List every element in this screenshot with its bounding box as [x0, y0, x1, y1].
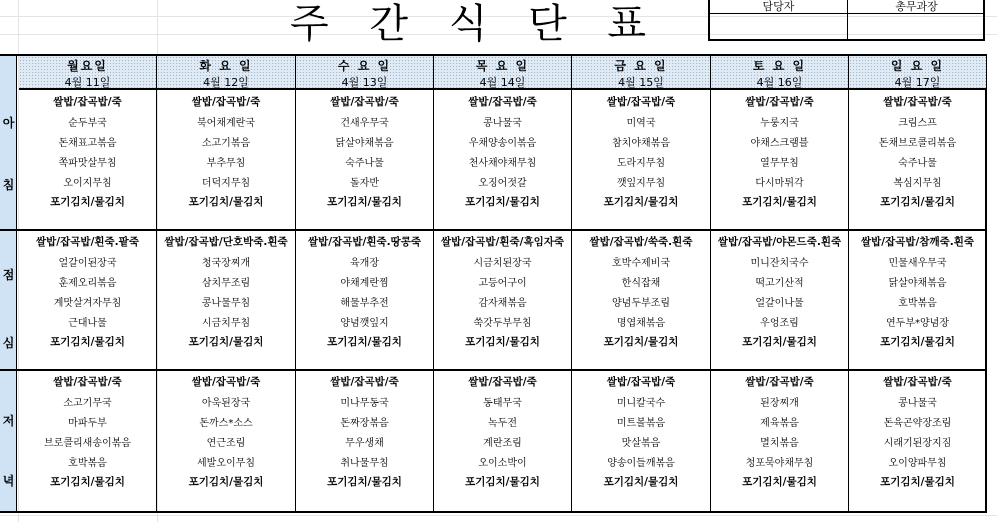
- menu-item: 포기김치/물김치: [465, 196, 540, 208]
- menu-item: 쪽파맛살무침: [58, 158, 117, 169]
- day-date: 4월 11일: [64, 76, 111, 89]
- menu-item: 포기김치/물김치: [742, 196, 817, 208]
- menu-item: 쌀밥/잡곡밥/죽: [330, 96, 399, 108]
- menu-cell-breakfast: [711, 90, 849, 230]
- menu-item: 쌀밥/잡곡밥/죽: [191, 376, 261, 388]
- menu-item: 연근조림: [206, 438, 246, 449]
- menu-item: 오이소박이: [478, 458, 527, 469]
- menu-item: 계란조림: [483, 438, 522, 449]
- menu-item: 호박볶음: [68, 458, 107, 469]
- menu-item: 부추무침: [206, 158, 246, 169]
- menu-cell-lunch: [572, 230, 711, 370]
- menu-item: 숙주나물: [345, 158, 384, 169]
- menu-item: 취나물무침: [340, 458, 389, 469]
- menu-item: 돈채브로콜리볶음: [878, 138, 957, 149]
- menu-cell-dinner: [434, 370, 572, 511]
- menu-item: 민물새우무국: [888, 258, 947, 269]
- menu-item: 미나무동국: [340, 398, 389, 409]
- menu-item: 야채계란찜: [340, 278, 389, 289]
- menu-item: 시금치된장국: [473, 258, 532, 269]
- menu-item: 쌀밥/잡곡밥/죽: [330, 376, 399, 388]
- menu-cell-lunch: [19, 230, 157, 370]
- menu-item: 돈까스*소스: [199, 418, 253, 429]
- menu-item: 참치야채볶음: [612, 138, 670, 149]
- menu-cell-dinner: [296, 370, 434, 511]
- menu-item: 쑥갓두부무침: [473, 318, 532, 329]
- menu-item: 오이지무침: [63, 178, 112, 189]
- menu-item: 멸치볶음: [760, 438, 799, 449]
- menu-item: 콩나물무침: [201, 298, 251, 309]
- menu-item: 육개장: [350, 258, 379, 269]
- menu-item: 맛살볶음: [621, 438, 661, 449]
- menu-item: 깻잎지무침: [616, 178, 666, 189]
- menu-item: 숙주나물: [898, 158, 937, 169]
- day-name: 일 요 일: [890, 59, 945, 73]
- menu-item: 쌀밥/잡곡밥/야몬드죽.흰죽: [717, 236, 842, 248]
- menu-item: 쌀밥/잡곡밥/죽: [883, 96, 952, 108]
- meal-label-dinner: 저 녁: [0, 370, 17, 511]
- day-header: [849, 56, 987, 90]
- menu-item: 크림스프: [898, 118, 937, 129]
- meal-label-lunch: 점 심: [0, 230, 17, 370]
- menu-item: 돈채표고볶음: [58, 138, 117, 149]
- menu-item: 쌀밥/잡곡밥/죽: [468, 96, 537, 108]
- menu-item: 녹두전: [488, 418, 517, 429]
- menu-item: 쌀밥/잡곡밥/죽: [191, 96, 261, 108]
- menu-item: 시금치무침: [201, 318, 251, 329]
- menu-cell-dinner: [19, 370, 157, 511]
- menu-cell-lunch: [434, 230, 572, 370]
- day-date: 4월 16일: [756, 76, 803, 89]
- menu-item: 포기김치/물김치: [327, 336, 402, 348]
- day-date: 4월 14일: [479, 76, 526, 89]
- menu-item: 계맛살겨자무침: [53, 298, 122, 309]
- menu-item: 포기김치/물김치: [50, 476, 125, 488]
- menu-item: 더덕지무침: [201, 178, 251, 189]
- menu-item: 포기김치/물김치: [880, 476, 955, 488]
- menu-item: 쌀밥/잡곡밥/참깨죽.흰죽: [860, 236, 975, 248]
- menu-item: 순두부국: [68, 118, 107, 129]
- menu-item: 우채양송이볶음: [468, 138, 537, 149]
- menu-item: 마파두부: [68, 418, 107, 429]
- menu-item: 제육볶음: [760, 418, 799, 429]
- menu-item: 누룽지국: [760, 118, 799, 129]
- menu-item: 무우생채: [345, 438, 384, 449]
- menu-item: 양송이들깨볶음: [607, 458, 675, 469]
- menu-item: 다시마튀각: [755, 178, 804, 189]
- day-name: 화 요 일: [199, 59, 253, 73]
- day-name: 금 요 일: [614, 59, 668, 73]
- menu-item: 양념두부조림: [612, 298, 670, 309]
- day-date: 4월 12일: [203, 76, 249, 89]
- day-header: [19, 56, 157, 90]
- menu-item: 콩나물국: [898, 398, 937, 409]
- menu-item: 세발오이무침: [197, 458, 255, 469]
- menu-item: 건새우무국: [340, 118, 389, 129]
- menu-item: 근대나물: [68, 318, 107, 329]
- day-name: 목 요 일: [475, 59, 530, 73]
- day-date: 4월 17일: [894, 76, 941, 89]
- menu-item: 닭살야채볶음: [335, 138, 394, 149]
- menu-item: 천사채야채무침: [468, 158, 537, 169]
- menu-item: 돈육곤약장조림: [883, 418, 952, 429]
- menu-cell-lunch: [849, 230, 987, 370]
- menu-cell-breakfast: [849, 90, 987, 230]
- section-divider: [0, 229, 987, 231]
- menu-item: 포기김치/물김치: [465, 336, 540, 348]
- meal-label-breakfast: 아 침: [0, 90, 17, 230]
- menu-item: 포기김치/물김치: [188, 336, 264, 348]
- menu-item: 포기김치/물김치: [327, 196, 402, 208]
- menu-item: 감자채볶음: [478, 298, 527, 309]
- menu-item: 미역국: [626, 118, 656, 129]
- menu-item: 도라지무침: [616, 158, 666, 169]
- menu-item: 콩나물국: [483, 118, 522, 129]
- menu-cell-breakfast: [572, 90, 711, 230]
- menu-item: 청포묵야채무침: [745, 458, 814, 469]
- day-header: [157, 56, 296, 90]
- approval-head-label: 총무과장: [848, 0, 985, 14]
- approval-manager-label: 담당자: [710, 0, 848, 14]
- menu-item: 연두부*양념장: [886, 318, 949, 329]
- day-name: 월요일: [67, 59, 108, 73]
- menu-item: 쌀밥/잡곡밥/쑥죽.흰죽: [589, 236, 693, 248]
- day-header: [711, 56, 849, 90]
- menu-cell-lunch: [711, 230, 849, 370]
- menu-item: 쌀밥/잡곡밥/죽: [606, 96, 676, 108]
- menu-item: 명엽채볶음: [616, 318, 666, 329]
- menu-item: 포기김치/물김치: [50, 196, 125, 208]
- menu-cell-dinner: [157, 370, 296, 511]
- menu-item: 쌀밥/잡곡밥/죽: [883, 376, 952, 388]
- menu-item: 미트볼볶음: [616, 418, 666, 429]
- menu-item: 쌀밥/잡곡밥/죽: [53, 96, 122, 108]
- header-corner: [0, 56, 17, 90]
- menu-item: 얼갈이된장국: [58, 258, 117, 269]
- menu-item: 쌀밥/잡곡밥/흰죽/흑임자죽: [440, 236, 565, 248]
- menu-item: 포기김치/물김치: [188, 196, 264, 208]
- approval-head-sign[interactable]: [848, 14, 985, 39]
- menu-item: 포기김치/물김치: [603, 476, 679, 488]
- menu-item: 떡고기산적: [755, 278, 804, 289]
- approval-manager-sign[interactable]: [710, 14, 848, 39]
- menu-item: 호박수제비국: [612, 258, 670, 269]
- menu-item: 동태무국: [483, 398, 522, 409]
- menu-item: 포기김치/물김치: [603, 336, 679, 348]
- approval-box: [708, 0, 985, 41]
- menu-item: 쌀밥/잡곡밥/죽: [468, 376, 537, 388]
- menu-item: 미니칼국수: [616, 398, 666, 409]
- sheet-gridline: [0, 515, 997, 516]
- menu-cell-lunch: [157, 230, 296, 370]
- menu-item: 한식잡채: [621, 278, 661, 289]
- menu-item: 된장찌개: [760, 398, 799, 409]
- menu-item: 닭살야채볶음: [888, 278, 947, 289]
- menu-item: 복심지무침: [893, 178, 942, 189]
- menu-item: 해물부추전: [340, 298, 389, 309]
- menu-cell-dinner: [711, 370, 849, 511]
- menu-item: 포기김치/물김치: [188, 476, 264, 488]
- menu-item: 고등어구이: [478, 278, 527, 289]
- menu-cell-breakfast: [434, 90, 572, 230]
- menu-item: 포기김치/물김치: [50, 336, 125, 348]
- menu-item: 북어채계란국: [197, 118, 255, 129]
- menu-item: 야채스크램블: [750, 138, 809, 149]
- menu-cell-breakfast: [296, 90, 434, 230]
- menu-cell-lunch: [296, 230, 434, 370]
- menu-item: 청국장찌개: [201, 258, 251, 269]
- day-date: 4월 13일: [341, 76, 388, 89]
- menu-item: 쌀밥/잡곡밥/단호박죽.흰죽: [164, 236, 288, 248]
- menu-item: 포기김치/물김치: [742, 476, 817, 488]
- menu-item: 소고기볶음: [201, 138, 251, 149]
- menu-item: 양념깻잎지: [340, 318, 389, 329]
- page-title: 주 간 식 단 표: [290, 1, 661, 47]
- menu-cell-breakfast: [19, 90, 157, 230]
- menu-cell-dinner: [849, 370, 987, 511]
- day-header: [296, 56, 434, 90]
- menu-item: 삼치무조림: [201, 278, 251, 289]
- section-divider: [0, 369, 987, 371]
- day-name: 토 요 일: [752, 59, 807, 73]
- menu-item: 우엉조림: [760, 318, 799, 329]
- menu-item: 브로콜리새송이볶음: [44, 438, 131, 449]
- day-date: 4월 15일: [618, 76, 664, 89]
- menu-item: 열무무침: [760, 158, 799, 169]
- menu-item: 소고기무국: [63, 398, 112, 409]
- menu-item: 아욱된장국: [201, 398, 251, 409]
- menu-item: 포기김치/물김치: [742, 336, 817, 348]
- menu-item: 미니잔치국수: [750, 258, 809, 269]
- menu-item: 훈제오리볶음: [58, 278, 117, 289]
- menu-item: 오이양파무침: [888, 458, 947, 469]
- menu-item: 돈짜장볶음: [340, 418, 389, 429]
- menu-item: 포기김치/물김치: [880, 336, 955, 348]
- menu-item: 쌀밥/잡곡밥/죽: [745, 96, 814, 108]
- menu-item: 쌀밥/잡곡밥/흰죽.땅콩죽: [307, 236, 422, 248]
- menu-cell-breakfast: [157, 90, 296, 230]
- menu-item: 쌀밥/잡곡밥/죽: [53, 376, 122, 388]
- menu-item: 쌀밥/잡곡밥/흰죽.팥죽: [36, 236, 139, 248]
- menu-item: 포기김치/물김치: [465, 476, 540, 488]
- menu-item: 쌀밥/잡곡밥/죽: [606, 376, 676, 388]
- menu-cell-dinner: [572, 370, 711, 511]
- menu-item: 얼갈이나물: [755, 298, 804, 309]
- day-header: [434, 56, 572, 90]
- menu-item: 오징어젓갈: [478, 178, 527, 189]
- menu-item: 호박볶음: [898, 298, 937, 309]
- day-header: [572, 56, 711, 90]
- menu-item: 돌자반: [350, 178, 379, 189]
- menu-item: 포기김치/물김치: [603, 196, 679, 208]
- menu-item: 포기김치/물김치: [327, 476, 402, 488]
- menu-item: 포기김치/물김치: [880, 196, 955, 208]
- day-name: 수 요 일: [337, 59, 392, 73]
- menu-item: 시래기된장지짐: [883, 438, 952, 449]
- menu-item: 쌀밥/잡곡밥/죽: [745, 376, 814, 388]
